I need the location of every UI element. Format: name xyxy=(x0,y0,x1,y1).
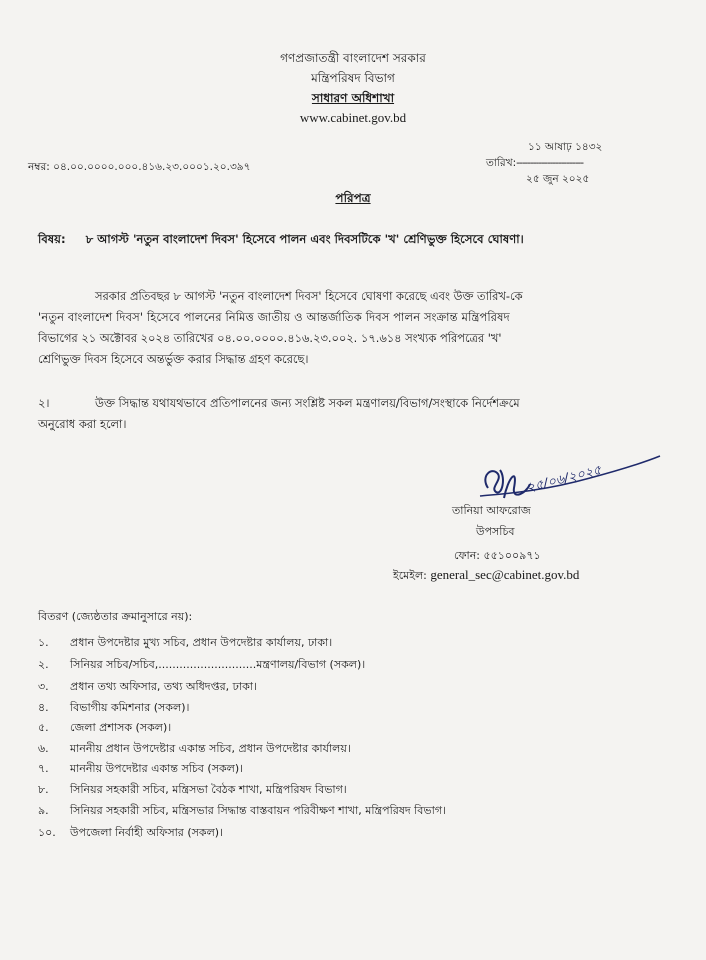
document-type: পরিপত্র xyxy=(335,191,371,205)
english-date: ২৫ জুন ২০২৫ xyxy=(526,173,590,185)
bangla-date: ১১ আষাঢ় ১৪৩২ xyxy=(528,141,603,153)
memo-label: নম্বর: xyxy=(28,161,50,173)
subject-line xyxy=(38,231,524,250)
phone-row xyxy=(454,547,541,566)
signatory-designation: উপসচিব xyxy=(476,525,515,538)
date-row xyxy=(486,156,583,173)
paragraph-2-line-2: অনুরোধ করা হলো। xyxy=(38,417,127,431)
document-page: গণপ্রজাতন্ত্রী বাংলাদেশ সরকার মন্ত্রিপরিষদ বিভাগ সাধারণ অধিশাখা www.cabinet.gov.bd নম্বর: ০৪.০০.০০০০.০০০.৪১৬.২৩.০০০১.২০.৩৯৭ ১১ আষাঢ় ১৪৩২ তারিখ:------------------------ ২৫ জুন ২০২৫ পরিপত্র বিষয়: ৮ আগস্ট 'নতুন বাংলাদেশ দিবস' হিসেবে পালন এবং দিবসটিকে 'খ' শ্রেণিভুক্ত হিসেবে ঘোষণা। সরকার প্রতিবছর ৮ আগস্ট 'নতুন বাংলাদেশ দিবস' হিসেবে ঘোষণা করেছে এবং উক্ত তারিখ-কে 'নতুন বাংলাদেশ দিবস' হিসেবে পালনের নিমিত্ত জাতীয় ও আন্তর্জাতিক দিবস পালন সংক্রান্ত মন্ত্রিপরিষদ বিভাগের ২১ অক্টোবর ২০২৪ তারিখের ০৪.০০.০০০০.৪১৬.২৩.০০২. ১৭.৬১৪ সংখ্যক পরিপত্রের 'খ' শ্রেণিভুক্ত দিবস হিসেবে অন্তর্ভুক্ত করার সিদ্ধান্ত গ্রহণ করেছে। ২। উক্ত সিদ্ধান্ত যথাযথভাবে প্রতিপালনের জন্য সংশ্লিষ্ট সকল মন্ত্রণালয়/বিভাগ/সংস্থাকে নির্দেশক্রমে অনুরোধ করা হলো। ২৫/০৬/২০২৫ তানিয়া আফরোজ উপসচিব ফোন: ৫৫১০০৯৭১ ইমেইল: general_sec@cabinet.gov.bd বিতরণ (জ্যেষ্ঠতার ক্রমানুসারে নয়): ১. প্রধান উপদেষ্টার মুখ্য সচিব, প্রধান উপদেষ্টার কার্যালয়, ঢাকা। ২. সিনিয়র সচিব/সচিব,............................মন্ত্রণালয়/বিভাগ (সকল)। ৩. প্রধান তথ্য অফিসার, তথ্য অধিদপ্তর, ঢাকা। ৪. বিভাগীয় কমিশনার (সকল)। ৫. জেলা প্রশাসক (সকল)। ৬. মাননীয় প্রধান উপদেষ্টার একান্ত সচিব, প্রধান উপদেষ্টার কার্যালয়। ৭. মাননীয় উপদেষ্টার একান্ত সচিব (সকল)। ৮. সিনিয়র সহকারী সচিব, মন্ত্রিসভা বৈঠক শাখা, মন্ত্রিপরিষদ বিভাগ। ৯. সিনিয়র সহকারী সচিব, মন্ত্রিসভার সিদ্ধান্ত বাস্তবায়ন পরিবীক্ষণ শাখা, মন্ত্রিপরিষদ বিভাগ। ১০. উপজেলা নির্বাহী অফিসার (সকল)। xyxy=(0,0,706,960)
branch-name: সাধারণ অধিশাখা xyxy=(311,91,395,105)
paragraph-1-line-4: শ্রেণিভুক্ত দিবস হিসেবে অন্তর্ভুক্ত করার সিদ্ধান্ত গ্রহণ করেছে। xyxy=(38,352,309,366)
subject-label: বিষয়: xyxy=(38,232,66,246)
memo-number: ০৪.০০.০০০০.০০০.৪১৬.২৩.০০০১.২০.৩৯৭ xyxy=(53,161,251,173)
phone-label: ফোন: xyxy=(454,549,480,562)
memo-number-row xyxy=(28,160,250,177)
paragraph-1-line-2: 'নতুন বাংলাদেশ দিবস' হিসেবে পালনের নিমিত্ত জাতীয় ও আন্তর্জাতিক দিবস পালন সংক্রান্ত মন্ত্রিপরিষদ xyxy=(38,310,510,324)
email-row xyxy=(393,567,579,586)
website: www.cabinet.gov.bd xyxy=(299,110,407,125)
subject-text: ৮ আগস্ট 'নতুন বাংলাদেশ দিবস' হিসেবে পালন এবং দিবসটিকে 'খ' শ্রেণিভুক্ত হিসেবে ঘোষণা। xyxy=(85,232,524,246)
paragraph-1-line-1: সরকার প্রতিবছর ৮ আগস্ট 'নতুন বাংলাদেশ দিবস' হিসেবে ঘোষণা করেছে এবং উক্ত তারিখ-কে xyxy=(95,289,523,303)
date-label: তারিখ: xyxy=(486,157,517,169)
paragraph-1-line-3: বিভাগের ২১ অক্টোবর ২০২৪ তারিখের ০৪.০০.০০০০.৪১৬.২৩.০০২. ১৭.৬১৪ সংখ্যক পরিপত্রের 'খ' xyxy=(38,331,502,345)
email-address: general_sec@cabinet.gov.bd xyxy=(430,567,580,582)
email-label: ইমেইল: xyxy=(393,569,427,582)
phone-number: ৫৫১০০৯৭১ xyxy=(483,549,541,562)
signature-date: ২৫/০৬/২০২৫ xyxy=(525,462,604,496)
paragraph-2-line-1: উক্ত সিদ্ধান্ত যথাযথভাবে প্রতিপালনের জন্য সংশ্লিষ্ট সকল মন্ত্রণালয়/বিভাগ/সংস্থাকে নির্দেশক্রমে xyxy=(95,396,520,410)
date-dots: ------------------------ xyxy=(516,157,584,169)
paragraph-2-number: ২। xyxy=(38,396,50,410)
government-name: গণপ্রজাতন্ত্রী বাংলাদেশ সরকার xyxy=(280,51,426,65)
signatory-name: তানিয়া আফরোজ xyxy=(452,504,531,517)
distribution-title: বিতরণ (জ্যেষ্ঠতার ক্রমানুসারে নয়): xyxy=(38,610,193,623)
ministry-name: মন্ত্রিপরিষদ বিভাগ xyxy=(311,71,395,85)
